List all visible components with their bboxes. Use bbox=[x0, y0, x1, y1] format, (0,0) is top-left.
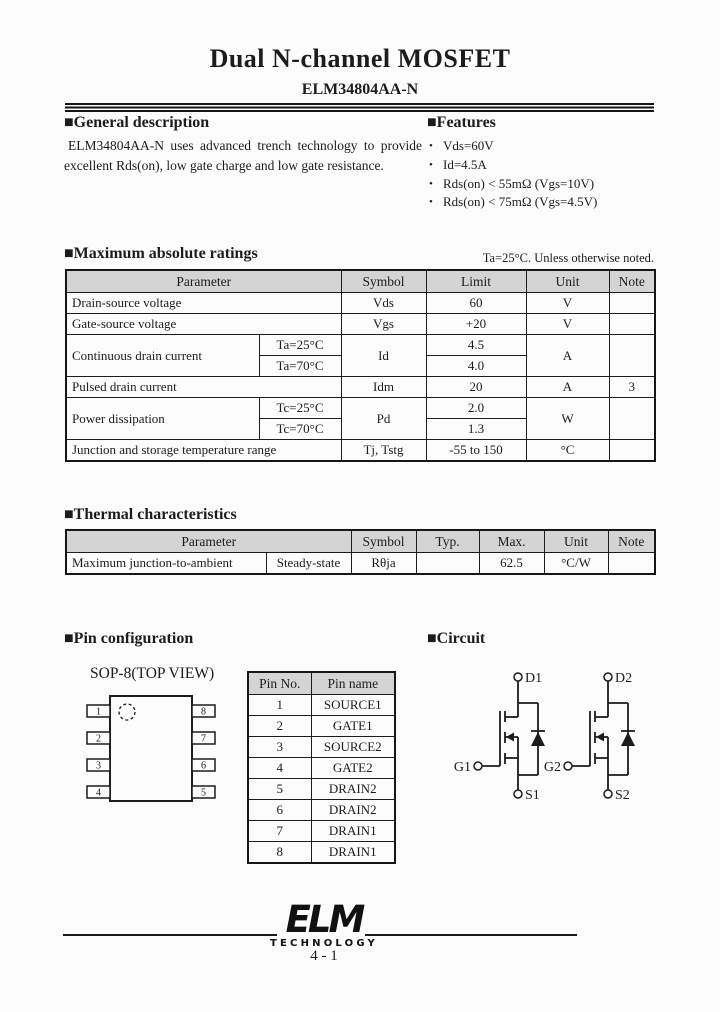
cell-note: 3 bbox=[609, 377, 655, 398]
table-row bbox=[66, 398, 655, 419]
table-header-row bbox=[248, 672, 395, 695]
thermal-table bbox=[65, 529, 656, 575]
section-heading-pin-configuration: ■Pin configuration bbox=[64, 630, 194, 647]
package-label: SOP-8(TOP VIEW) bbox=[90, 665, 215, 682]
logo-subtext: TECHNOLOGY bbox=[270, 938, 378, 949]
terminal-gate bbox=[474, 762, 482, 770]
cell-unit: A bbox=[526, 335, 609, 377]
cell-note bbox=[609, 293, 655, 314]
pin-number: 7 bbox=[201, 733, 206, 745]
cell-condition: Ta=25°C bbox=[259, 335, 341, 356]
cell-pin-no: 7 bbox=[248, 821, 311, 842]
cell-note bbox=[609, 440, 655, 462]
cell-parameter: Junction and storage temperature range bbox=[66, 440, 341, 462]
table-row bbox=[66, 335, 655, 356]
table-header-row bbox=[66, 530, 655, 553]
terminal-drain bbox=[604, 673, 612, 681]
feature-item: • Rds(on) < 55mΩ (Vgs=10V) bbox=[429, 175, 597, 194]
pin-number: 4 bbox=[96, 787, 101, 799]
cell-note bbox=[609, 335, 655, 377]
col-header: Symbol bbox=[351, 530, 416, 553]
terminal-label-d2: D2 bbox=[615, 671, 633, 686]
pin-table bbox=[247, 671, 396, 864]
table-row bbox=[248, 842, 395, 864]
doc-title: Dual N-channel MOSFET bbox=[209, 44, 511, 73]
features-list bbox=[429, 137, 597, 212]
terminal-gate bbox=[564, 762, 572, 770]
cell-unit: °C bbox=[526, 440, 609, 462]
header-rule bbox=[65, 103, 654, 112]
condition-note: Ta=25°C. Unless otherwise noted. bbox=[482, 251, 654, 265]
cell-symbol: Pd bbox=[341, 398, 426, 440]
table-row bbox=[248, 695, 395, 716]
col-header: Note bbox=[608, 530, 655, 553]
col-header: Pin name bbox=[311, 672, 395, 695]
cell-parameter: Continuous drain current bbox=[66, 335, 259, 377]
cell-limit: -55 to 150 bbox=[426, 440, 526, 462]
elm-logo bbox=[264, 898, 384, 949]
cell-symbol: Rθja bbox=[351, 553, 416, 575]
table-row bbox=[66, 293, 655, 314]
cell-condition: Ta=70°C bbox=[259, 356, 341, 377]
cell-condition: Tc=70°C bbox=[259, 419, 341, 440]
max-ratings-table bbox=[65, 269, 656, 462]
footer-rule-right bbox=[365, 934, 577, 936]
cell-pin-name: DRAIN1 bbox=[311, 842, 395, 864]
cell-limit: 60 bbox=[426, 293, 526, 314]
feature-item: • Rds(on) < 75mΩ (Vgs=4.5V) bbox=[429, 193, 597, 212]
table-row bbox=[248, 737, 395, 758]
cell-symbol: Idm bbox=[341, 377, 426, 398]
pin-number: 5 bbox=[201, 787, 206, 799]
cell-symbol: Id bbox=[341, 335, 426, 377]
footer-rule-left bbox=[63, 934, 277, 936]
section-heading-general-description: ■General description bbox=[64, 114, 210, 131]
terminal-label-g1: G1 bbox=[453, 760, 471, 775]
cell-max: 62.5 bbox=[479, 553, 544, 575]
cell-pin-no: 3 bbox=[248, 737, 311, 758]
body-diode-icon bbox=[531, 732, 545, 746]
package-body bbox=[110, 696, 192, 801]
cell-note bbox=[609, 398, 655, 440]
bullet-icon: • bbox=[429, 177, 433, 190]
cell-pin-name: SOURCE2 bbox=[311, 737, 395, 758]
page-number: 4 - 1 bbox=[310, 948, 338, 964]
pin-package-diagram bbox=[75, 692, 227, 810]
channel-arrow-icon bbox=[596, 733, 604, 742]
col-header: Unit bbox=[544, 530, 608, 553]
pin-number: 2 bbox=[96, 733, 101, 745]
circuit-diagram bbox=[438, 652, 678, 817]
cell-unit: A bbox=[526, 377, 609, 398]
col-header: Parameter bbox=[66, 530, 351, 553]
table-row bbox=[66, 377, 655, 398]
cell-pin-name: GATE2 bbox=[311, 758, 395, 779]
table-row bbox=[66, 440, 655, 462]
col-header: Max. bbox=[479, 530, 544, 553]
logo-text: ELM bbox=[285, 898, 363, 941]
col-header: Parameter bbox=[66, 270, 341, 293]
table-row bbox=[248, 716, 395, 737]
bullet-icon: • bbox=[429, 196, 433, 209]
cell-note bbox=[608, 553, 655, 575]
cell-pin-name: DRAIN2 bbox=[311, 800, 395, 821]
table-header-row bbox=[66, 270, 655, 293]
mosfet-symbol-1 bbox=[454, 671, 545, 803]
cell-parameter: Maximum junction-to-ambient bbox=[66, 553, 266, 575]
cell-limit: 20 bbox=[426, 377, 526, 398]
terminal-source bbox=[604, 790, 612, 798]
cell-symbol: Vds bbox=[341, 293, 426, 314]
col-header: Limit bbox=[426, 270, 526, 293]
channel-arrow-icon bbox=[506, 733, 514, 742]
cell-pin-no: 8 bbox=[248, 842, 311, 864]
pin-number: 6 bbox=[201, 760, 206, 772]
cell-unit: V bbox=[526, 314, 609, 335]
section-heading-features: ■Features bbox=[427, 114, 496, 131]
cell-pin-no: 4 bbox=[248, 758, 311, 779]
cell-limit: 1.3 bbox=[426, 419, 526, 440]
section-heading-thermal: ■Thermal characteristics bbox=[64, 506, 237, 523]
cell-parameter: Gate-source voltage bbox=[66, 314, 341, 335]
bullet-icon: • bbox=[429, 158, 433, 171]
cell-unit: W bbox=[526, 398, 609, 440]
terminal-label-s2: S2 bbox=[615, 788, 630, 803]
cell-pin-no: 5 bbox=[248, 779, 311, 800]
section-heading-circuit: ■Circuit bbox=[427, 630, 486, 647]
cell-unit: V bbox=[526, 293, 609, 314]
cell-pin-no: 2 bbox=[248, 716, 311, 737]
cell-parameter: Power dissipation bbox=[66, 398, 259, 440]
table-row bbox=[66, 553, 655, 575]
pin-number: 3 bbox=[96, 760, 101, 772]
cell-condition: Steady-state bbox=[266, 553, 351, 575]
body-diode-icon bbox=[621, 732, 635, 746]
table-row bbox=[248, 779, 395, 800]
cell-pin-no: 1 bbox=[248, 695, 311, 716]
col-header: Unit bbox=[526, 270, 609, 293]
cell-typ bbox=[416, 553, 479, 575]
table-row bbox=[248, 758, 395, 779]
terminal-label-d1: D1 bbox=[525, 671, 543, 686]
cell-pin-name: GATE1 bbox=[311, 716, 395, 737]
col-header: Note bbox=[609, 270, 655, 293]
section-heading-max-ratings: ■Maximum absolute ratings bbox=[64, 245, 258, 262]
cell-parameter: Pulsed drain current bbox=[66, 377, 341, 398]
terminal-label-g2: G2 bbox=[543, 760, 561, 775]
cell-pin-name: SOURCE1 bbox=[311, 695, 395, 716]
col-header: Pin No. bbox=[248, 672, 311, 695]
cell-pin-name: DRAIN1 bbox=[311, 821, 395, 842]
col-header: Typ. bbox=[416, 530, 479, 553]
terminal-label-s1: S1 bbox=[525, 788, 540, 803]
cell-pin-name: DRAIN2 bbox=[311, 779, 395, 800]
part-number: ELM34804AA-N bbox=[301, 81, 419, 98]
terminal-drain bbox=[514, 673, 522, 681]
cell-limit: 2.0 bbox=[426, 398, 526, 419]
cell-limit: +20 bbox=[426, 314, 526, 335]
cell-pin-no: 6 bbox=[248, 800, 311, 821]
pin-number: 1 bbox=[96, 706, 101, 718]
feature-item: • Vds=60V bbox=[429, 137, 597, 156]
table-row bbox=[66, 314, 655, 335]
col-header: Symbol bbox=[341, 270, 426, 293]
cell-limit: 4.5 bbox=[426, 335, 526, 356]
cell-condition: Tc=25°C bbox=[259, 398, 341, 419]
table-row bbox=[248, 821, 395, 842]
cell-parameter: Drain-source voltage bbox=[66, 293, 341, 314]
cell-symbol: Vgs bbox=[341, 314, 426, 335]
feature-item: • Id=4.5A bbox=[429, 156, 597, 175]
table-row bbox=[248, 800, 395, 821]
terminal-source bbox=[514, 790, 522, 798]
cell-limit: 4.0 bbox=[426, 356, 526, 377]
mosfet-symbol-2 bbox=[544, 671, 635, 803]
cell-note bbox=[609, 314, 655, 335]
cell-symbol: Tj, Tstg bbox=[341, 440, 426, 462]
cell-unit: °C/W bbox=[544, 553, 608, 575]
bullet-icon: • bbox=[429, 140, 433, 152]
general-description-text: ELM34804AA-N uses advanced trench technology to provide excellent Rds(on), low gate charge and low gate resistance. bbox=[64, 138, 422, 173]
pin-number: 8 bbox=[201, 706, 206, 718]
